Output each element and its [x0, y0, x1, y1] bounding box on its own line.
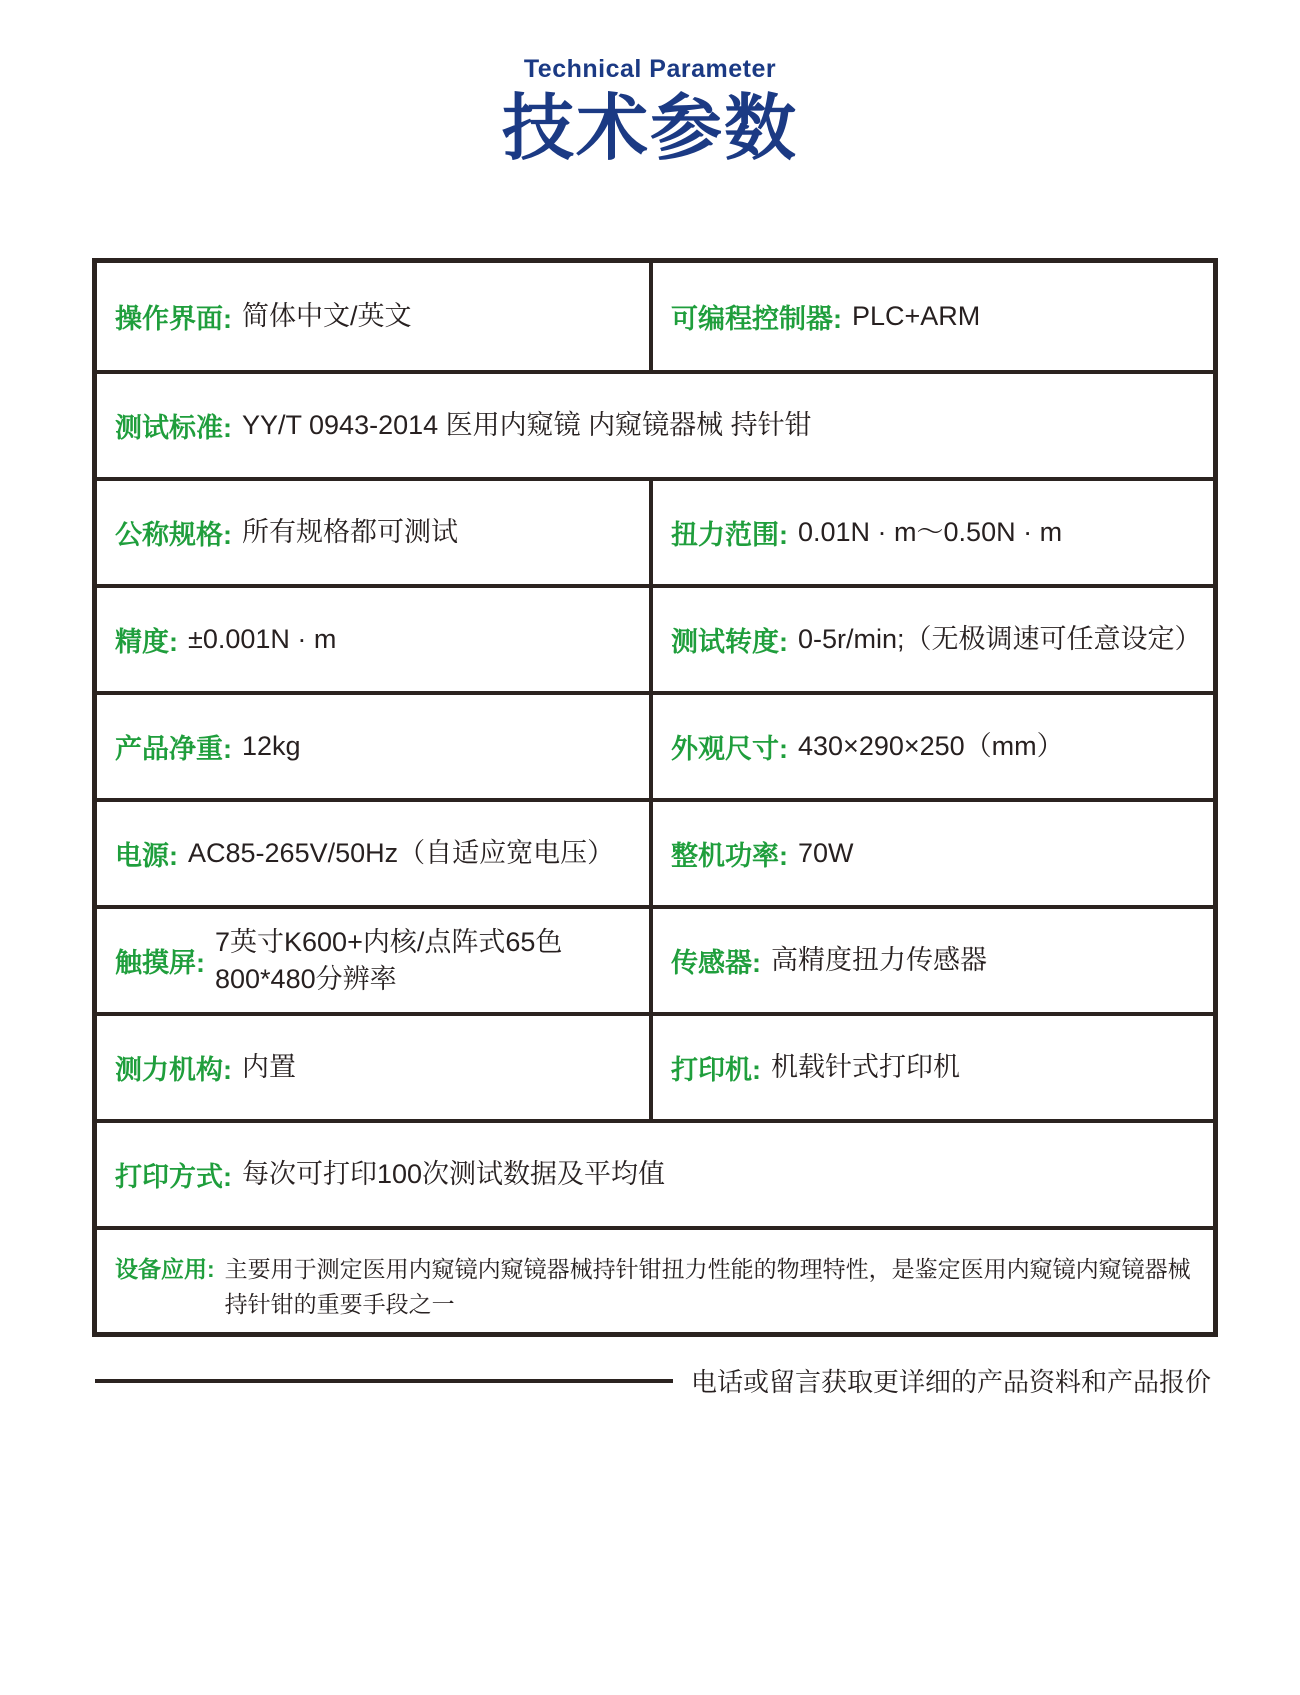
header: [0, 55, 1300, 169]
footer: [95, 1362, 1210, 1399]
spec-cell-dimensions: [653, 695, 1213, 798]
table-row-accuracy: [97, 584, 1213, 691]
spec-label: 整机功率:: [671, 841, 788, 871]
spec-label: 打印机:: [671, 1055, 761, 1085]
spec-value: 简体中文/英文: [242, 301, 412, 332]
spec-value: AC85-265V/50Hz（自适应宽电压）: [188, 838, 615, 869]
spec-value: YY/T 0943-2014 医用内窥镜 内窥镜器械 持针钳: [242, 410, 812, 441]
spec-label: 电源:: [115, 841, 178, 871]
table-row-test-standard: [97, 370, 1213, 477]
spec-cell-torque-range: [653, 481, 1213, 584]
spec-label: 设备应用:: [115, 1256, 215, 1282]
spec-value: 机载针式打印机: [771, 1052, 960, 1083]
spec-cell-touchscreen: [97, 909, 653, 1012]
table-row-interface: [97, 263, 1213, 370]
table-row-power: [97, 798, 1213, 905]
spec-cell-operation-interface: [97, 263, 653, 370]
header-subtitle: Technical Parameter: [523, 55, 777, 83]
spec-value: 高精度扭力传感器: [771, 945, 987, 976]
spec-cell-test-standard: [97, 374, 1213, 477]
spec-label: 测力机构:: [115, 1055, 232, 1085]
spec-cell-force-mechanism: [97, 1016, 653, 1119]
spec-label: 打印方式:: [115, 1162, 232, 1192]
spec-label: 扭力范围:: [671, 520, 788, 550]
spec-cell-net-weight: [97, 695, 653, 798]
spec-label: 触摸屏:: [115, 948, 205, 978]
spec-cell-sensor: [653, 909, 1213, 1012]
spec-value: 每次可打印100次测试数据及平均值: [242, 1159, 666, 1190]
spec-cell-nominal-spec: [97, 481, 653, 584]
table-row-touchscreen: [97, 905, 1213, 1012]
spec-value: 7英寸K600+内核/点阵式65色800*480分辨率: [215, 927, 563, 994]
spec-cell-application: [97, 1230, 1213, 1332]
spec-label: 外观尺寸:: [671, 734, 788, 764]
spec-label: 测试转度:: [671, 627, 788, 657]
spec-value: 内置: [242, 1052, 296, 1083]
spec-cell-power-supply: [97, 802, 653, 905]
spec-value: 所有规格都可测试: [242, 517, 458, 548]
spec-cell-programmable-controller: [653, 263, 1213, 370]
spec-value: 430×290×250（mm）: [798, 731, 1064, 762]
table-row-print-mode: [97, 1119, 1213, 1226]
spec-value: 12kg: [242, 731, 301, 762]
spec-value: ±0.001N · m: [188, 624, 337, 655]
spec-cell-test-speed: [653, 588, 1213, 691]
spec-label: 操作界面:: [115, 304, 232, 334]
footer-divider-line: [95, 1379, 673, 1383]
spec-cell-total-power: [653, 802, 1213, 905]
spec-value: 主要用于测定医用内窥镜内窥镜器械持针钳扭力性能的物理特性，是鉴定医用内窥镜内窥镜器械持针钳的重要手段之一: [224, 1256, 1191, 1317]
spec-cell-print-mode: [97, 1123, 1213, 1226]
spec-value: PLC+ARM: [852, 301, 981, 332]
spec-cell-accuracy: [97, 588, 653, 691]
spec-cell-printer: [653, 1016, 1213, 1119]
spec-label: 产品净重:: [115, 734, 232, 764]
spec-value: 70W: [798, 838, 854, 869]
table-row-force-mechanism: [97, 1012, 1213, 1119]
spec-label: 传感器:: [671, 948, 761, 978]
table-row-application: [97, 1226, 1213, 1332]
spec-label: 精度:: [115, 627, 178, 657]
footer-note: 电话或留言获取更详细的产品资料和产品报价: [691, 1367, 1212, 1397]
table-row-weight: [97, 691, 1213, 798]
spec-value: 0.01N · m～0.50N · m: [798, 517, 1063, 548]
spec-label: 测试标准:: [115, 413, 232, 443]
spec-label: 公称规格:: [115, 520, 232, 550]
table-row-specification: [97, 477, 1213, 584]
spec-table: [92, 258, 1218, 1337]
page-title: 技术参数: [501, 89, 798, 169]
spec-label: 可编程控制器:: [671, 304, 842, 334]
spec-value: 0-5r/min;（无极调速可任意设定）: [798, 624, 1202, 655]
